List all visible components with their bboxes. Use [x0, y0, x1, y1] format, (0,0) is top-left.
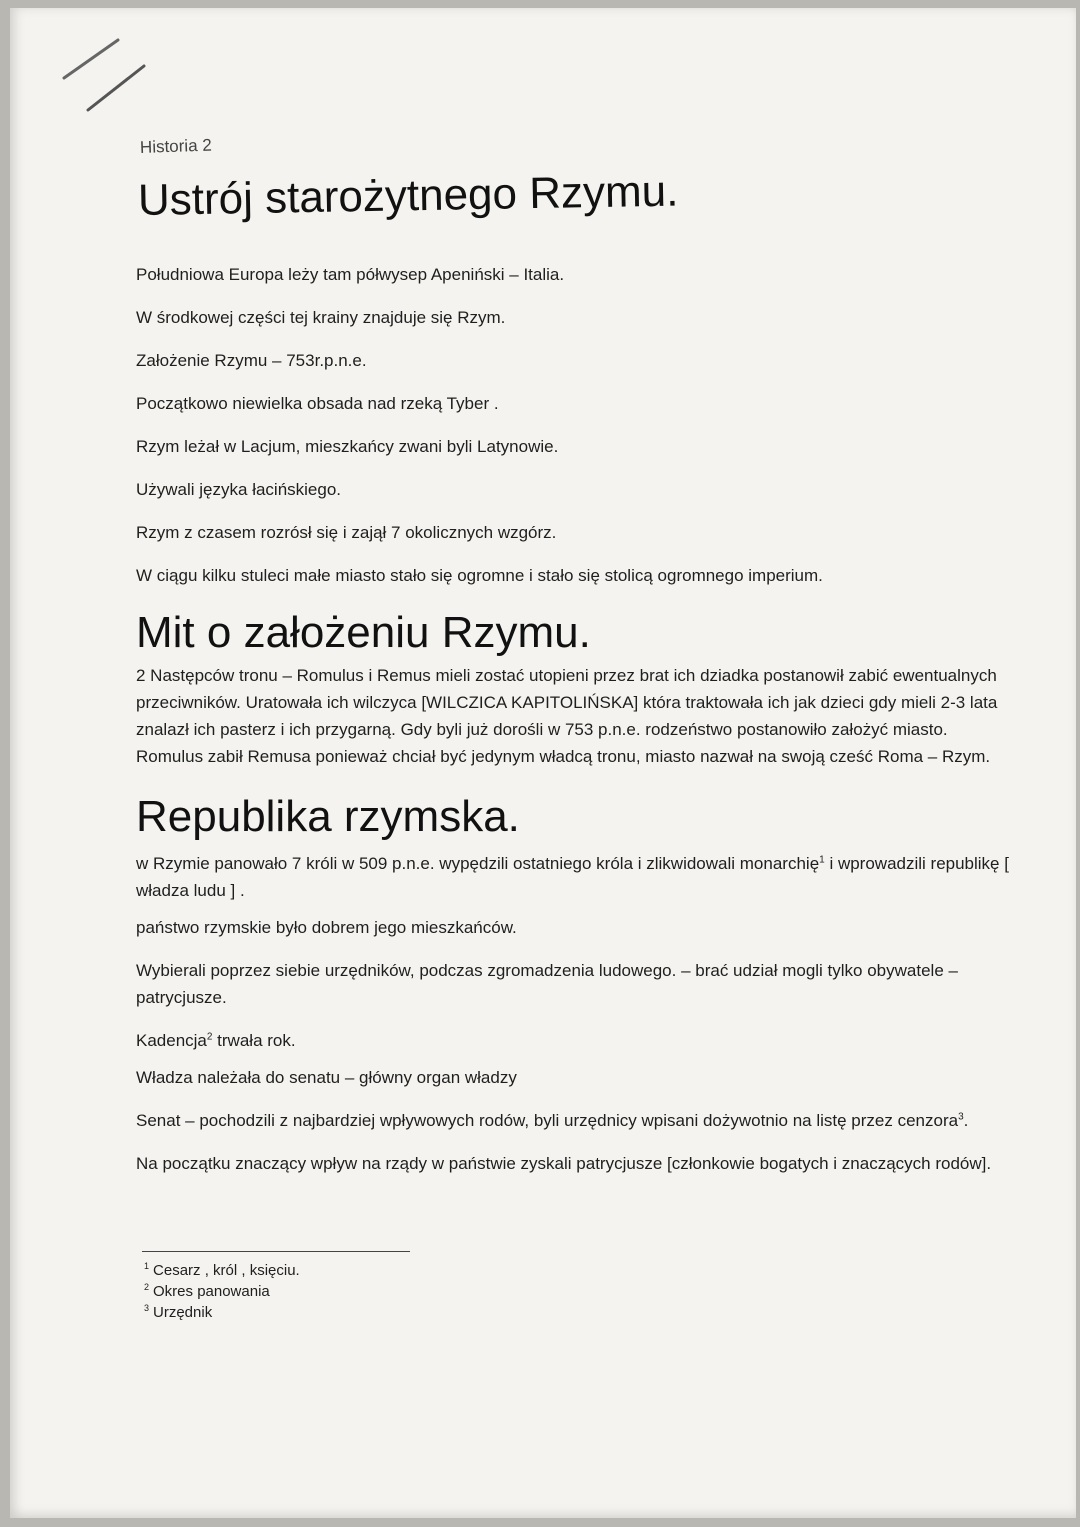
republic-line-senate-power: Władza należała do senatu – główny organ władzy	[136, 1068, 517, 1087]
document-page	[10, 8, 1076, 1518]
intro-line: Założenie Rzymu – 753r.p.n.e.	[136, 351, 367, 370]
intro-line: W środkowej części tej krainy znajduje się Rzym.	[136, 308, 506, 327]
republic-line-state: państwo rzymskie było dobrem jego mieszkańców.	[136, 918, 517, 937]
title-ustroj: Ustrój starożytnego Rzymu.	[137, 166, 679, 225]
document-content	[136, 135, 1016, 1323]
intro-lines	[136, 264, 1016, 587]
intro-line: Początkowo niewielka obsada nad rzeką Tyber .	[136, 394, 499, 413]
republic-line-term: Kadencja$^2$ trwała rok.	[136, 1031, 296, 1050]
myth-paragraph: 2 Następców tronu – Romulus i Remus mieli zostać utopieni przez brat ich dziadka postanowił zabić ewentualnych przeciwników. Uratowała ich wilczyca [WILCZICA KAPITOLIŃSKA] która traktowała ich jak dzieci gdy mieli 2-3 lata znalazł ich pasterz i ich przygarną. Gdy byli już dorośli w 753 p.n.e. rodzeństwo postanowiło założyć miasto. Romulus zabił Remusa ponieważ chciał być jedynym władcą tronu, miasto nazwał na swoją cześć Roma – Rzym.	[136, 666, 998, 766]
republic-line-senate: Senat – pochodzili z najbardziej wpływowych rodów, byli urzędnicy wpisani dożywotnio na listę przez cenzora$^3$.	[136, 1111, 969, 1130]
intro-line: W ciągu kilku stuleci małe miasto stało się ogromne i stało się stolicą ogromnego imperium.	[136, 566, 823, 585]
republic-line-kings: w Rzymie panowało 7 króli w 509 p.n.e. wypędzili ostatniego króla i zlikwidowali monarchię$^1$ i wprowadzili republikę [ władza ludu ] .	[136, 854, 1009, 900]
footnote-item: $^2$ Okres panowania	[144, 1282, 270, 1300]
intro-line: Rzym z czasem rozrósł się i zajął 7 okolicznych wzgórz.	[136, 523, 557, 542]
republic-lines	[136, 850, 1016, 1177]
footnote-ref-3: 3	[958, 1111, 964, 1123]
title-republika: Republika rzymska.	[136, 792, 520, 841]
footnote-item: $^1$ Cesarz , król , księciu.	[144, 1261, 300, 1279]
pen-stroke-mark	[58, 34, 158, 114]
title-mit: Mit o założeniu Rzymu.	[136, 608, 591, 657]
intro-line: Rzym leżał w Lacjum, mieszkańcy zwani byli Latynowie.	[136, 437, 559, 456]
footnote-divider	[142, 1251, 410, 1252]
republic-line-patricians: Na początku znaczący wpływ na rządy w państwie zyskali patrycjusze [członkowie bogatych i znaczących rodów].	[136, 1154, 992, 1173]
footnote-ref-1: 1	[819, 854, 825, 866]
footnote-item: $^3$ Urzędnik	[144, 1303, 213, 1321]
intro-line: Południowa Europa leży tam półwysep Apeniński – Italia.	[136, 265, 565, 284]
subject-label: Historia 2	[139, 135, 213, 157]
intro-line: Używali języka łacińskiego.	[136, 480, 342, 499]
footnotes	[144, 1260, 1016, 1323]
footnote-ref-2: 2	[206, 1031, 213, 1043]
republic-line-officials: Wybierali poprzez siebie urzędników, podczas zgromadzenia ludowego. – brać udział mogli tylko obywatele – patrycjusze.	[136, 961, 958, 1007]
